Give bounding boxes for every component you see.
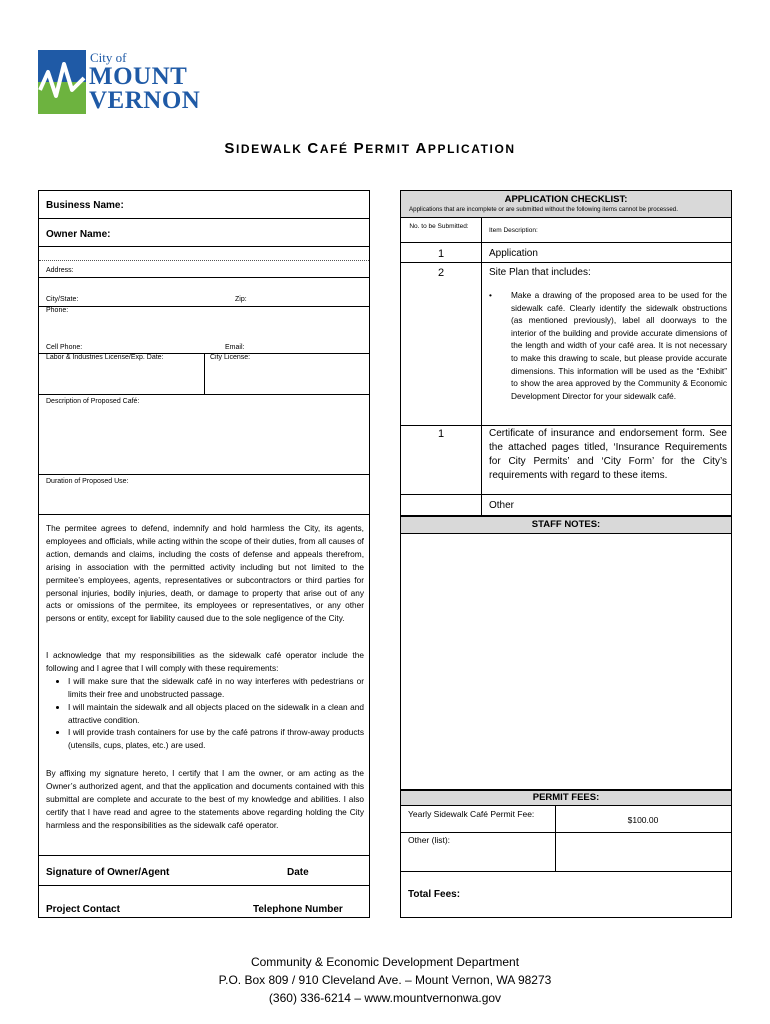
list-item: • I will provide trash containers for use by the café patrons if throw-away products (utensils, cups, plates, etc.) are used. — [68, 726, 364, 752]
checklist-subtitle: Applications that are incomplete or are submitted without the following items cannot be processed. — [409, 206, 678, 213]
labor-license-label: Labor & Industries License/Exp. Date: — [46, 354, 164, 361]
row-application-description: Application — [489, 248, 538, 259]
footer-address: P.O. Box 809 / 910 Cleveland Ave. – Mount Vernon, WA 98273 — [218, 973, 552, 987]
applicant-form — [38, 190, 370, 918]
staff-notes-field[interactable] — [401, 534, 731, 789]
other-fee-label: Other (list): — [408, 835, 451, 845]
other-fee-field[interactable] — [556, 833, 731, 871]
city-logo — [38, 50, 203, 116]
row-site-plan-number: 2 — [437, 267, 445, 279]
city-license-label: City License: — [210, 354, 251, 361]
col-header-description: Item Description: — [489, 227, 538, 234]
page-title: SIDEWALK CAFÉ PERMIT APPLICATION — [224, 140, 516, 157]
description-label: Description of Proposed Café: — [46, 398, 140, 405]
staff-notes — [400, 516, 732, 790]
description-field[interactable] — [39, 474, 369, 475]
acknowledge-section — [46, 649, 364, 752]
cell-phone-label: Cell Phone: — [46, 344, 83, 351]
phone-label: Phone: — [46, 307, 69, 314]
application-checklist — [400, 190, 732, 516]
list-item: • I will maintain the sidewalk and all objects placed on the sidewalk in a clean and attractive condition. — [68, 701, 364, 727]
row-insurance-description: Certificate of insurance and endorsement form. See the attached pages titled, ‘Insurance Requirements for City Permits’ and ‘City Form’ for the City’s requirements with regard to these items. — [489, 428, 727, 481]
row-other-description: Other — [489, 500, 515, 511]
row-insurance-number: 1 — [437, 428, 445, 440]
certify-paragraph: By affixing my signature hereto, I certify that I am the owner, or am acting as the Owner’s authorized agent, and that the application and documents contained with this submittal are complete and accurate to the best of my knowledge and abilities. I also certify that I have read and agree to the statements above regarding holding the City harmless and the responsibilities as the sidewalk café operator. — [46, 768, 364, 830]
duration-field[interactable] — [39, 514, 369, 515]
address-label: Address: — [46, 267, 74, 274]
telephone-label: Telephone Number — [253, 904, 343, 915]
list-item: • I will make sure that the sidewalk café in no way interferes with pedestrians or limits their free and unobstructed passage. — [68, 675, 364, 701]
logo-city-of: City of — [90, 50, 127, 65]
footer-department: Community & Economic Development Department — [250, 955, 520, 969]
permit-fees-title: PERMIT FEES: — [532, 792, 600, 803]
staff-notes-title: STAFF NOTES: — [531, 519, 601, 530]
business-name-label: Business Name: — [46, 200, 124, 211]
signature-field[interactable] — [39, 885, 369, 886]
zip-label: Zip: — [235, 296, 247, 303]
indemnify-paragraph: The permitee agrees to defend, indemnify and hold harmless the City, its agents, employees and officials, while acting within the scope of their duties, from all causes of action, demands and claims, including the costs of defense and appeals therefrom, arising in association with the permitted activity including but not limited to the permitee’s employees, agents, representatives or subcontractors or third parties for personal injuries, bodily injuries, death, or damage to property that arise out of any acts or omissions of the permitee, its employees or representatives, or any other persons or entity, except for liability caused due to the sole negligence of the City. — [46, 523, 364, 624]
yearly-fee-label: Yearly Sidewalk Café Permit Fee: — [408, 809, 535, 819]
bullet-icon: • — [489, 290, 492, 300]
date-label: Date — [287, 867, 309, 878]
city-state-field[interactable] — [39, 306, 369, 307]
checklist-title: APPLICATION CHECKLIST: — [504, 194, 628, 205]
row-application-number: 1 — [437, 248, 445, 260]
license-field[interactable] — [39, 394, 369, 395]
site-plan-bullet: • Make a drawing of the proposed area to be used for the sidewalk café. Clearly identify the sidewalk obstructions (as mentioned previously), label all doorways to the interior of the building and provide accurate dimensions of the length and width of your café area. It is not necessary to make this drawing to scale, but please provide accurate dimensions. This information will be used as the “Exhibit” to show the area approved by the Community & Economic Development Director for your sidewalk café. — [489, 290, 727, 401]
yearly-fee-value: $100.00 — [627, 815, 659, 825]
logo-mount: MOUNT — [89, 63, 188, 90]
footer-contact: (360) 336-6214 – www.mountvernonwa.gov — [268, 991, 502, 1005]
permit-fees — [400, 790, 732, 918]
row-site-plan-description: Site Plan that includes: — [489, 267, 591, 278]
checklist-header — [401, 191, 731, 218]
address-field[interactable] — [39, 277, 369, 278]
logo-mark-icon — [38, 50, 86, 114]
business-name-field[interactable] — [39, 218, 369, 219]
owner-name-field[interactable] — [39, 246, 369, 247]
project-contact-label: Project Contact — [46, 904, 120, 915]
duration-label: Duration of Proposed Use: — [46, 478, 129, 485]
footer — [0, 953, 770, 1007]
col-header-number: No. to be Submitted: — [409, 223, 469, 230]
email-label: Email: — [225, 344, 245, 351]
responsibility-list — [46, 675, 364, 752]
city-state-label: City/State: — [46, 296, 79, 303]
owner-name-label: Owner Name: — [46, 229, 111, 240]
logo-vernon: VERNON — [89, 87, 201, 114]
signature-label: Signature of Owner/Agent — [46, 867, 170, 878]
acknowledge-intro: I acknowledge that my responsibilities as the sidewalk café operator include the following and I agree that I will comply with these requirements: — [46, 650, 364, 673]
total-fees-label: Total Fees: — [408, 889, 461, 900]
